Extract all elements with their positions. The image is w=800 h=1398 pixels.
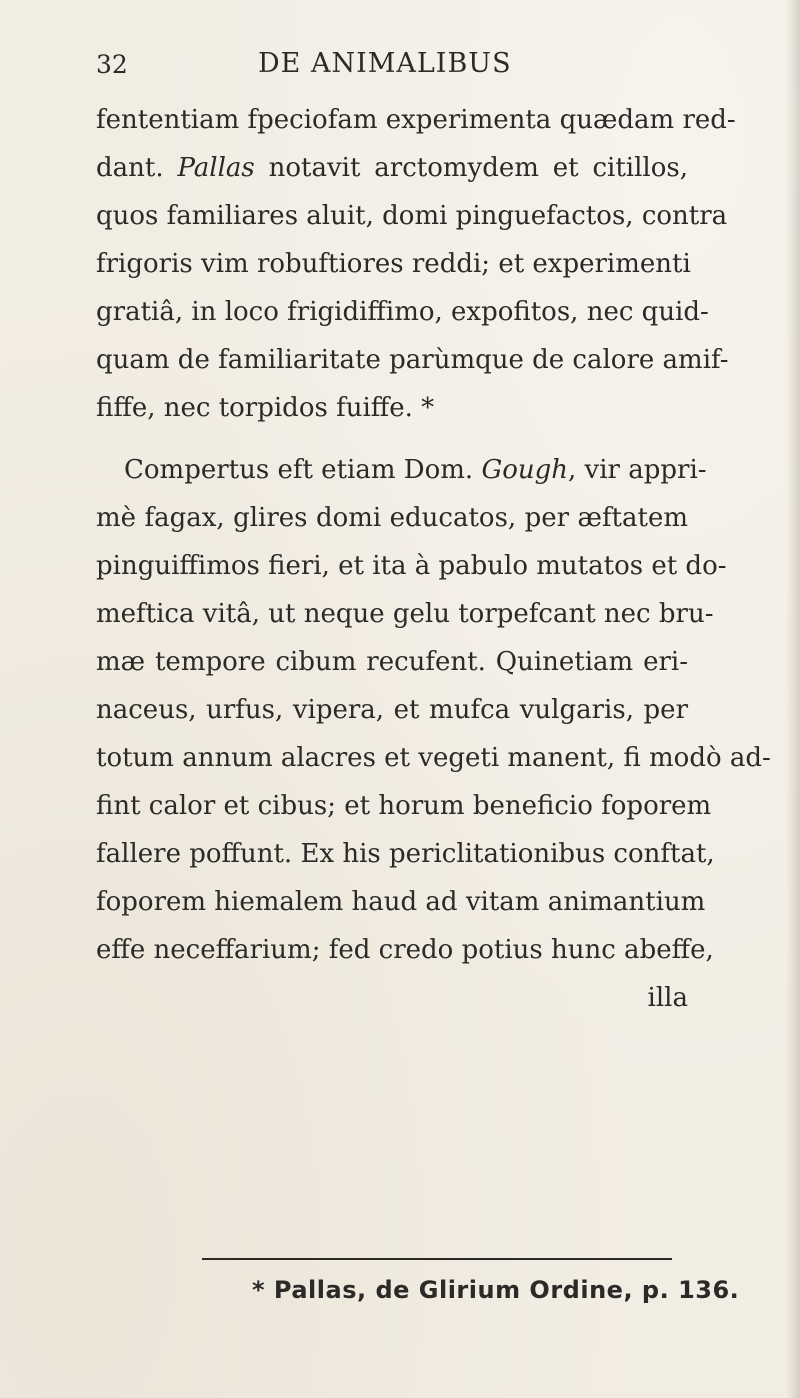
text-line: foporem hiemalem haud ad vitam animantium [96,887,706,917]
paragraph-2 [96,446,771,974]
text-line: quam de familiaritate parùmque de calore amif- [96,345,729,375]
text-line: fiffe, nec torpidos fuiffe. * [96,393,435,423]
text-line: gratiâ, in loco frigidiffimo, expofitos, nec quid- [96,297,709,327]
text-line: effe neceffarium; fed credo potius hunc abeffe, [96,935,714,965]
text-line: dant. Pallas notavit arctomydem et citillos, [96,153,688,183]
text-line: naceus, urfus, vipera, et mufca vulgaris, per [96,695,688,725]
page-edge-shadow [786,0,800,1398]
text-line: pinguiffimos fieri, et ita à pabulo mutatos et do- [96,551,727,581]
text-line: quos familiares aluit, domi pinguefactos, contra [96,201,728,231]
italic-name: Pallas [177,153,255,183]
text-line: totum annum alacres et vegeti manent, fi modò ad- [96,743,771,773]
text-line: fint calor et cibus; et horum beneficio foporem [96,791,712,821]
text-line: fententiam fpeciofam experimenta quædam red- [96,105,736,135]
running-title: DE ANIMALIBUS [258,48,512,79]
text-line: mè fagax, glires domi educatos, per æftatem [96,503,688,533]
text-line: frigoris vim robuftiores reddi; et experimenti [96,249,691,279]
paragraph-gap [96,432,688,446]
text-line: mæ tempore cibum recufent. Quinetiam eri- [96,647,688,677]
text-line: meftica vitâ, ut neque gelu torpefcant nec bru- [96,599,714,629]
page-number: 32 [96,50,128,79]
body-text [96,96,771,1022]
italic-name: Gough [481,455,568,485]
paragraph-1 [96,96,736,432]
text-line: Compertus eft etiam Dom. Gough, vir appri- [124,455,707,485]
text-line: fallere poffunt. Ex his periclitationibus conftat, [96,839,715,869]
catchword: illa [647,983,688,1013]
running-header [258,48,512,88]
footnote-rule [202,1258,672,1260]
footnote: * Pallas, de Glirium Ordine, p. 136. [252,1276,740,1304]
